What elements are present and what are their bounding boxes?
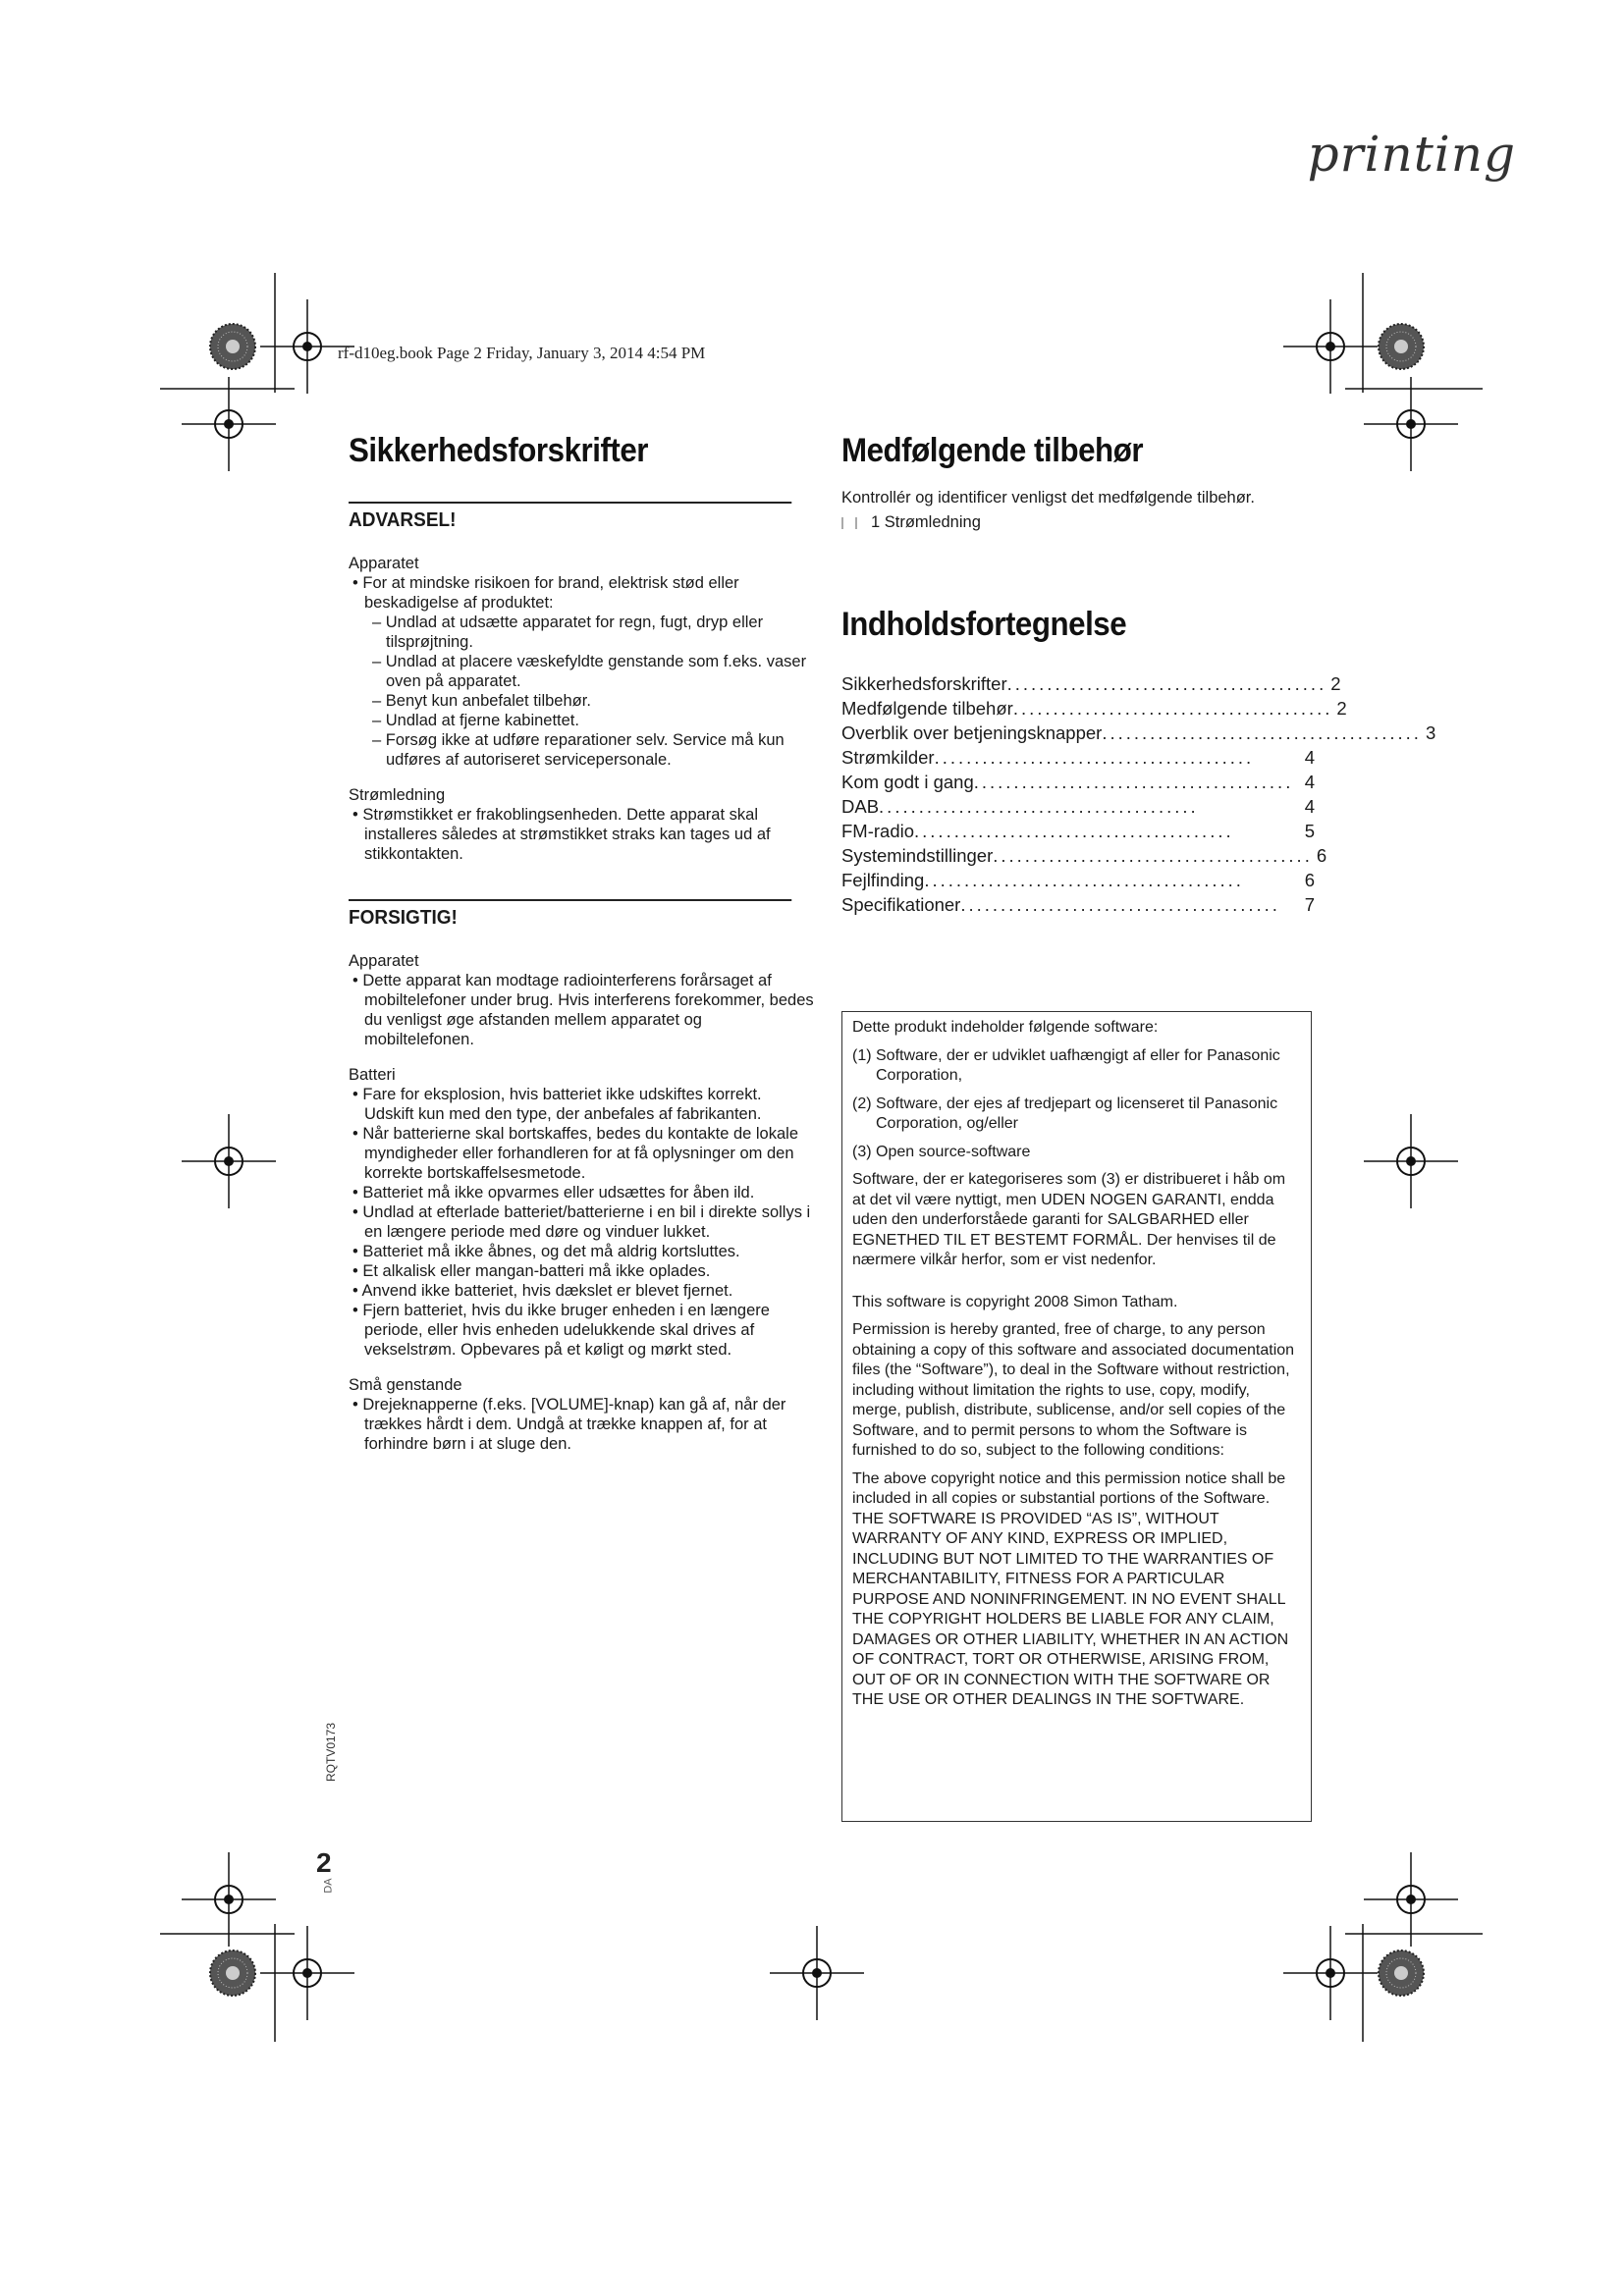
license-paragraph: Dette produkt indeholder følgende software:: [852, 1019, 1159, 1036]
table-of-contents: [841, 671, 1436, 917]
toc-entry[interactable]: Strømkilder ........................................ 4: [841, 747, 1315, 768]
apparatus-subtitle: Apparatet: [349, 555, 419, 572]
star-target-icon: [1379, 324, 1424, 369]
dash-item: – Undlad at fjerne kabinettet.: [372, 712, 579, 729]
apparatus-subtitle: Apparatet: [349, 952, 419, 970]
document-code: RQTV0173: [324, 1722, 338, 1782]
license-paragraph: Software, der er kategoriseres som (3) er distribueret i håb om at det vil være nyttigt, men UDEN NOGEN GARANTI, endda uden den underforståede garanti for SALGBARHED eller EGNETHED TIL ET BESTEMT FORMÅL. Der henvises til de nærmere vilkår herfor, som er vist nedenfor.: [852, 1171, 1286, 1268]
accessories-intro: Kontrollér og identificer venligst det medfølgende tilbehør.: [841, 489, 1255, 507]
toc-entry[interactable]: FM-radio ........................................ 5: [841, 821, 1315, 841]
bullet-item: • Batteriet må ikke åbnes, og det må aldrig kortsluttes.: [352, 1243, 740, 1260]
license-paragraph: (1) Software, der er udviklet uafhængigt af eller for Panasonic Corporation,: [852, 1046, 1280, 1084]
language-mark: DA: [322, 1878, 335, 1894]
caution-heading: FORSIGTIG!: [349, 899, 791, 930]
bullet-item: • Batteriet må ikke opvarmes eller udsættes for åben ild.: [352, 1184, 755, 1201]
dash-item: – Benyt kun anbefalet tilbehør.: [372, 692, 591, 710]
toc-entry[interactable]: Sikkerhedsforskrifter ........................................ 2: [841, 673, 1341, 694]
star-target-icon: [1379, 1950, 1424, 1996]
toc-title: Indholdsfortegnelse: [841, 606, 1127, 643]
bullet-item: • Undlad at efterlade batteriet/batterierne i en bil i direkte sollys i en længere periode med døre og vinduer lukket.: [352, 1203, 811, 1241]
file-slug: rf-d10eg.book Page 2 Friday, January 3, 2014 4:54 PM: [338, 344, 706, 362]
toc-entry[interactable]: Kom godt i gang ........................................ 4: [841, 772, 1315, 792]
bullet-item: • For at mindske risikoen for brand, elektrisk stød eller beskadigelse af produktet:: [352, 574, 739, 612]
bullet-item: • Drejeknapperne (f.eks. [VOLUME]-knap) kan gå af, når der trækkes hårdt i dem. Undgå at trække knappen af, for at forhindre børn i at sluge den.: [352, 1396, 786, 1453]
printing-stamp: printing: [1307, 126, 1516, 183]
toc-entry[interactable]: Specifikationer ........................................ 7: [841, 894, 1315, 915]
page-number: 2: [316, 1847, 332, 1878]
license-paragraph: (2) Software, der ejes af tredjepart og licenseret til Panasonic Corporation, og/eller: [852, 1095, 1278, 1132]
bullet-item: • Fare for eksplosion, hvis batteriet ikke udskiftes korrekt. Udskift kun med den type, der anbefales af fabrikanten.: [352, 1086, 762, 1123]
bullet-item: • Anvend ikke batteriet, hvis dækslet er blevet fjernet.: [352, 1282, 733, 1300]
bullet-item: • Fjern batteriet, hvis du ikke bruger enheden i en længere periode, eller hvis enheden udelukkende skal drives af vekselstrøm. Opbevares på et køligt og mørkt sted.: [352, 1302, 770, 1359]
star-target-icon: [210, 324, 255, 369]
toc-entry[interactable]: DAB ........................................ 4: [841, 796, 1315, 817]
accessory-item: 1 Strømledning: [841, 513, 1313, 532]
toc-entry[interactable]: Fejlfinding ........................................ 6: [841, 870, 1315, 890]
left-column: [349, 432, 815, 1454]
license-paragraph: The above copyright notice and this permission notice shall be included in all copies or substantial portions of the Software.: [852, 1469, 1286, 1507]
license-paragraph: This software is copyright 2008 Simon Tatham.: [852, 1293, 1178, 1310]
dash-item: – Undlad at placere væskefyldte genstande som f.eks. vaser oven på apparatet.: [372, 653, 807, 690]
toc-entry[interactable]: Systemindstillinger ........................................ 6: [841, 845, 1327, 866]
safety-title: Sikkerhedsforskrifter: [349, 432, 649, 469]
toc-entry[interactable]: Medfølgende tilbehør ........................................ 2: [841, 698, 1347, 719]
toc-entry[interactable]: Overblik over betjeningsknapper ........................................ 3: [841, 722, 1436, 743]
bullet-item: • Et alkalisk eller mangan-batteri må ikke oplades.: [352, 1262, 711, 1280]
power-cord-subtitle: Strømledning: [349, 786, 446, 804]
accessories-title: Medfølgende tilbehør: [841, 432, 1144, 469]
bullet-item: • Dette apparat kan modtage radiointerferens forårsaget af mobiltelefoner under brug. Hvis interferens forekommer, bedes du venligst øge afstanden mellem apparatet og mobiltelefonen.: [352, 972, 814, 1048]
small-parts-subtitle: Små genstande: [349, 1376, 462, 1394]
dash-item: – Undlad at udsætte apparatet for regn, fugt, dryp eller tilsprøjtning.: [372, 614, 764, 651]
accessory-marker-icon: [841, 517, 857, 529]
battery-subtitle: Batteri: [349, 1066, 396, 1084]
software-license-box: [841, 1011, 1312, 1822]
license-paragraph: Permission is hereby granted, free of charge, to any person obtaining a copy of this software and associated documentation files (the “Software”), to deal in the Software without restriction, including without limitation the rights to use, copy, modify, merge, publish, distribute, sublicense, and/or sell copies of the Software, and to permit persons to whom the Software is furnished to do so, subject to the following conditions:: [852, 1321, 1295, 1459]
right-column: [841, 432, 1436, 917]
license-paragraph: THE SOFTWARE IS PROVIDED “AS IS”, WITHOUT WARRANTY OF ANY KIND, EXPRESS OR IMPLIED, INCLUDING BUT NOT LIMITED TO THE WARRANTIES OF MERCHANTABILITY, FITNESS FOR A PARTICULAR PURPOSE AND NONINFRINGEMENT. IN NO EVENT SHALL THE COPYRIGHT HOLDERS BE LIABLE FOR ANY CLAIM, DAMAGES OR OTHER LIABILITY, WHETHER IN AN ACTION OF CONTRACT, TORT OR OTHERWISE, ARISING FROM, OUT OF OR IN CONNECTION WITH THE SOFTWARE OR THE USE OR OTHER DEALINGS IN THE SOFTWARE.: [852, 1510, 1289, 1708]
warning-heading: ADVARSEL!: [349, 502, 791, 532]
star-target-icon: [210, 1950, 255, 1996]
license-paragraph: (3) Open source-software: [852, 1143, 1031, 1160]
bullet-item: • Når batterierne skal bortskaffes, bedes du kontakte de lokale myndigheder eller forhandleren for at få oplysninger om den korrekte bortskaffelsesmetode.: [352, 1125, 798, 1182]
dash-item: – Forsøg ikke at udføre reparationer selv. Service må kun udføres af autoriseret servicepersonale.: [372, 731, 785, 769]
bullet-item: • Strømstikket er frakoblingsenheden. Dette apparat skal installeres således at strømstikket straks kan tages ud af stikkontakten.: [352, 806, 771, 863]
